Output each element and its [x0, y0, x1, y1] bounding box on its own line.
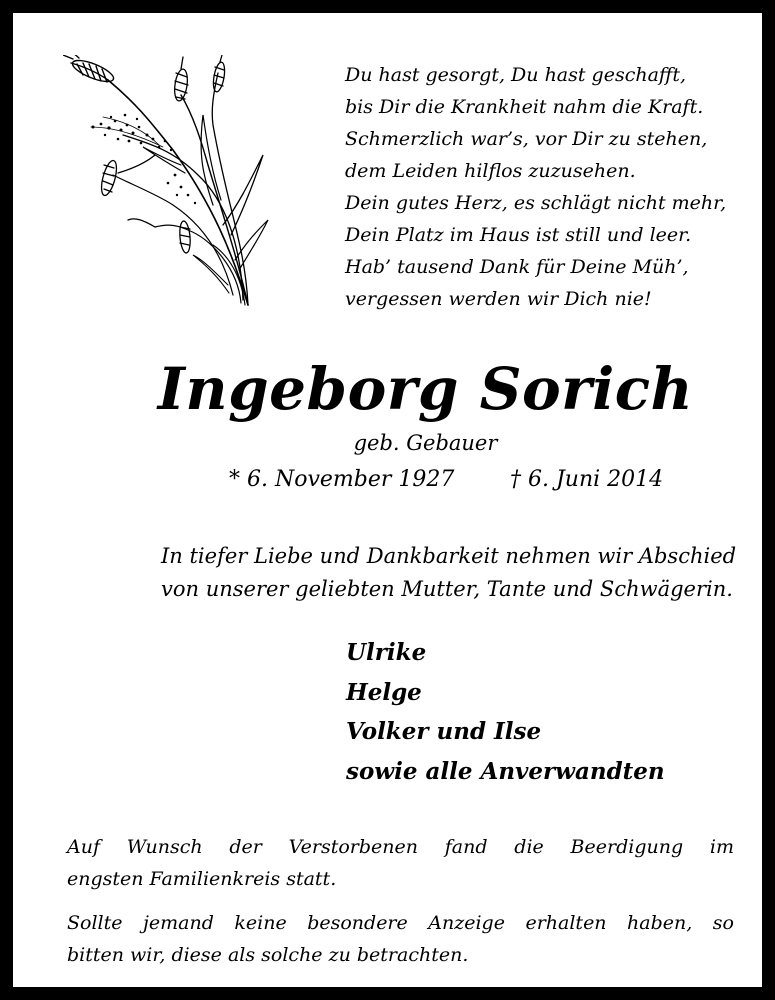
poem-line: Hab’ tausend Dank für Deine Müh’, — [345, 256, 689, 278]
poem-line: dem Leiden hilflos zuzusehen. — [345, 160, 636, 182]
announcement-note-line: bitten wir, diese als solche zu betrachten. — [67, 944, 469, 966]
poem-line: Dein Platz im Haus ist still und leer. — [345, 224, 692, 246]
mourner: Helge — [346, 678, 422, 706]
mourner: Ulrike — [346, 639, 427, 666]
farewell-line: In tiefer Liebe und Dankbarkeit nehmen wir Abschied — [161, 544, 737, 568]
farewell-line: von unserer geliebten Mutter, Tante und Schwägerin. — [161, 577, 733, 601]
deceased-name: Ingeborg Sorich — [157, 355, 694, 423]
birth-date: * 6. November 1927 — [229, 467, 455, 492]
announcement-note-line: Sollte jemand keine besondere Anzeige erhalten haben, so — [67, 912, 734, 934]
farewell-text — [161, 540, 741, 606]
maiden-name: geb. Gebauer — [353, 431, 498, 455]
burial-note-line: Auf Wunsch der Verstorbenen fand die Beerdigung im — [67, 836, 734, 858]
poem — [345, 59, 755, 315]
death-date: † 6. Juni 2014 — [510, 467, 664, 492]
poem-line: Dein gutes Herz, es schlägt nicht mehr, — [345, 192, 727, 214]
burial-note-line: engsten Familienkreis statt. — [67, 868, 337, 890]
mourners-list — [346, 633, 665, 791]
poem-line: vergessen werden wir Dich nie! — [345, 288, 652, 310]
poem-line: Du hast gesorgt, Du hast geschafft, — [345, 64, 687, 86]
wheat-grass-icon — [63, 55, 273, 311]
poem-line: bis Dir die Krankheit nahm die Kraft. — [345, 96, 704, 118]
mourner: sowie alle Anverwandten — [346, 757, 665, 785]
mourner: Volker und Ilse — [346, 718, 542, 745]
burial-note — [67, 831, 734, 895]
announcement-note — [67, 907, 734, 971]
poem-line: Schmerzlich war’s, vor Dir zu stehen, — [345, 128, 708, 150]
